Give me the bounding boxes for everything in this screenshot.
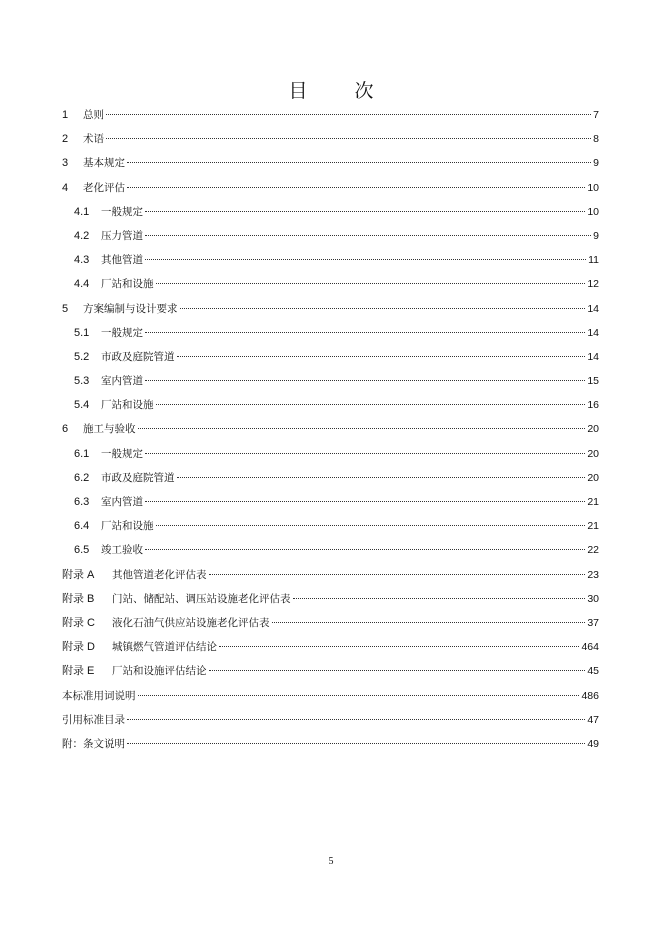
- toc-entry[interactable]: [62, 732, 599, 756]
- toc-entry-number: 附录 C: [62, 616, 95, 629]
- toc-entry-page: 49: [587, 737, 599, 750]
- toc-entry-number: 4.2: [74, 229, 90, 242]
- page-title: 目 次: [288, 80, 388, 102]
- toc-entry-number: 6.3: [74, 496, 90, 508]
- toc-entry-page: 7: [593, 109, 599, 121]
- toc-entry[interactable]: [62, 514, 599, 538]
- toc-entry-page: 20: [587, 447, 599, 460]
- toc-entry-label: 城镇燃气管道评估结论: [112, 641, 217, 654]
- dot-leader: [106, 138, 591, 139]
- toc-entry-label: 方案编制与设计要求: [83, 302, 178, 315]
- dot-leader: [127, 162, 591, 163]
- toc-entry-number: 5.1: [74, 326, 90, 339]
- toc-entry-number: 附录 B: [62, 592, 95, 605]
- table-of-contents: [62, 103, 599, 756]
- toc-entry[interactable]: [62, 466, 599, 490]
- toc-entry-label: 市政及庭院管道: [101, 350, 175, 363]
- dot-leader: [209, 670, 586, 671]
- toc-entry-page: 23: [587, 568, 599, 581]
- toc-entry-number: 6.4: [74, 520, 90, 533]
- toc-entry-number: 4.4: [74, 278, 90, 291]
- toc-entry-number: 4.1: [74, 205, 90, 218]
- dot-leader: [209, 574, 586, 575]
- toc-entry-page: 12: [587, 278, 599, 291]
- toc-entry-page: 21: [587, 520, 599, 533]
- dot-leader: [145, 549, 585, 550]
- toc-entry-number: 6.2: [74, 471, 90, 484]
- toc-entry-number: 附录 E: [62, 665, 95, 678]
- toc-entry-label: 厂站和设施: [101, 520, 154, 533]
- toc-entry-page: 21: [587, 496, 599, 508]
- toc-entry[interactable]: [62, 393, 599, 417]
- toc-entry[interactable]: [62, 659, 599, 683]
- toc-entry-label: 其他管道: [101, 254, 143, 267]
- toc-entry-number: 6.5: [74, 544, 90, 557]
- toc-entry-page: 10: [587, 181, 599, 194]
- toc-entry[interactable]: [62, 200, 599, 224]
- toc-entry[interactable]: [62, 684, 599, 708]
- toc-entry[interactable]: [62, 563, 599, 587]
- toc-entry-page: 47: [587, 713, 599, 726]
- toc-entry-number: 4: [62, 181, 69, 194]
- toc-entry-page: 15: [587, 375, 599, 388]
- dot-leader: [145, 380, 585, 381]
- dot-leader: [127, 187, 585, 188]
- toc-entry-label: 本标准用词说明: [62, 689, 136, 702]
- toc-entry-label: 厂站和设施: [101, 399, 154, 412]
- toc-entry[interactable]: [62, 224, 599, 248]
- toc-entry-page: 22: [587, 544, 599, 557]
- dot-leader: [138, 695, 580, 696]
- toc-entry-page: 14: [587, 302, 599, 315]
- toc-entry[interactable]: [62, 321, 599, 345]
- dot-leader: [145, 211, 585, 212]
- toc-entry[interactable]: [62, 176, 599, 200]
- toc-entry[interactable]: [62, 417, 599, 441]
- toc-entry[interactable]: [62, 297, 599, 321]
- toc-entry-label: 引用标准目录: [62, 713, 125, 726]
- toc-entry-number: 附录 A: [62, 568, 95, 581]
- toc-entry-number: 5.4: [74, 399, 90, 412]
- dot-leader: [177, 477, 586, 478]
- toc-entry-number: 6.1: [74, 447, 90, 460]
- toc-entry-label: 基本规定: [83, 157, 125, 170]
- toc-entry-label: 附：条文说明: [62, 737, 125, 750]
- toc-entry-page: 14: [587, 326, 599, 339]
- toc-entry[interactable]: [62, 272, 599, 296]
- toc-entry-number: 3: [62, 157, 69, 170]
- dot-leader: [127, 743, 585, 744]
- toc-entry[interactable]: [62, 345, 599, 369]
- toc-entry[interactable]: [62, 151, 599, 175]
- dot-leader: [156, 404, 586, 405]
- toc-entry[interactable]: [62, 369, 599, 393]
- toc-entry-number: 5.2: [74, 350, 90, 363]
- toc-entry-page: 9: [593, 157, 599, 170]
- dot-leader: [293, 598, 586, 599]
- dot-leader: [138, 428, 586, 429]
- dot-leader: [180, 308, 586, 309]
- toc-entry-page: 16: [587, 399, 599, 412]
- toc-entry-page: 11: [588, 254, 599, 267]
- toc-entry-page: 9: [593, 229, 599, 242]
- toc-entry[interactable]: [62, 587, 599, 611]
- toc-entry-page: 464: [581, 641, 599, 654]
- toc-entry-label: 施工与验收: [83, 423, 136, 436]
- toc-entry[interactable]: [62, 611, 599, 635]
- dot-leader: [156, 283, 586, 284]
- toc-entry-number: 6: [62, 423, 69, 436]
- dot-leader: [145, 235, 591, 236]
- toc-entry-label: 压力管道: [101, 229, 143, 242]
- toc-entry[interactable]: [62, 538, 599, 562]
- toc-entry-number: 附录 D: [62, 641, 95, 654]
- dot-leader: [106, 114, 591, 115]
- toc-entry-label: 门站、储配站、调压站设施老化评估表: [112, 592, 291, 605]
- toc-entry[interactable]: [62, 635, 599, 659]
- toc-entry-label: 液化石油气供应站设施老化评估表: [112, 616, 270, 629]
- toc-entry-page: 20: [587, 471, 599, 484]
- toc-entry-number: 2: [62, 133, 69, 146]
- toc-entry-label: 竣工验收: [101, 544, 143, 557]
- toc-entry-label: 室内管道: [101, 375, 143, 388]
- toc-entry-page: 30: [587, 592, 599, 605]
- toc-entry[interactable]: [62, 708, 599, 732]
- toc-entry[interactable]: [62, 490, 599, 514]
- toc-entry-label: 术语: [83, 133, 104, 146]
- toc-entry-page: 45: [587, 665, 599, 678]
- toc-entry-label: 一般规定: [101, 326, 143, 339]
- dot-leader: [177, 356, 586, 357]
- toc-entry-label: 其他管道老化评估表: [112, 568, 207, 581]
- dot-leader: [145, 332, 585, 333]
- dot-leader: [127, 719, 585, 720]
- toc-entry-label: 一般规定: [101, 447, 143, 460]
- dot-leader: [145, 259, 586, 260]
- toc-entry-label: 厂站和设施评估结论: [112, 665, 207, 678]
- toc-entry-label: 市政及庭院管道: [101, 471, 175, 484]
- toc-entry-page: 14: [587, 350, 599, 363]
- toc-entry-label: 老化评估: [83, 181, 125, 194]
- dot-leader: [145, 501, 585, 502]
- page-number: 5: [328, 856, 334, 867]
- toc-entry-page: 37: [587, 616, 599, 629]
- dot-leader: [156, 525, 586, 526]
- dot-leader: [272, 622, 586, 623]
- dot-leader: [219, 646, 579, 647]
- toc-entry-page: 486: [581, 689, 599, 702]
- toc-entry-label: 厂站和设施: [101, 278, 154, 291]
- toc-entry-label: 一般规定: [101, 205, 143, 218]
- toc-entry[interactable]: [62, 127, 599, 151]
- dot-leader: [145, 453, 585, 454]
- toc-entry-number: 5.3: [74, 375, 90, 388]
- toc-entry-number: 5: [62, 302, 69, 315]
- toc-entry-number: 4.3: [74, 254, 90, 267]
- toc-entry-page: 10: [587, 205, 599, 218]
- toc-entry-page: 20: [587, 423, 599, 436]
- toc-entry-label: 室内管道: [101, 496, 143, 508]
- toc-entry-page: 8: [593, 133, 599, 146]
- toc-entry[interactable]: [62, 103, 599, 127]
- toc-entry[interactable]: [62, 442, 599, 466]
- toc-entry[interactable]: [62, 248, 599, 272]
- toc-entry-number: 1: [62, 109, 69, 121]
- toc-entry-label: 总则: [83, 109, 104, 121]
